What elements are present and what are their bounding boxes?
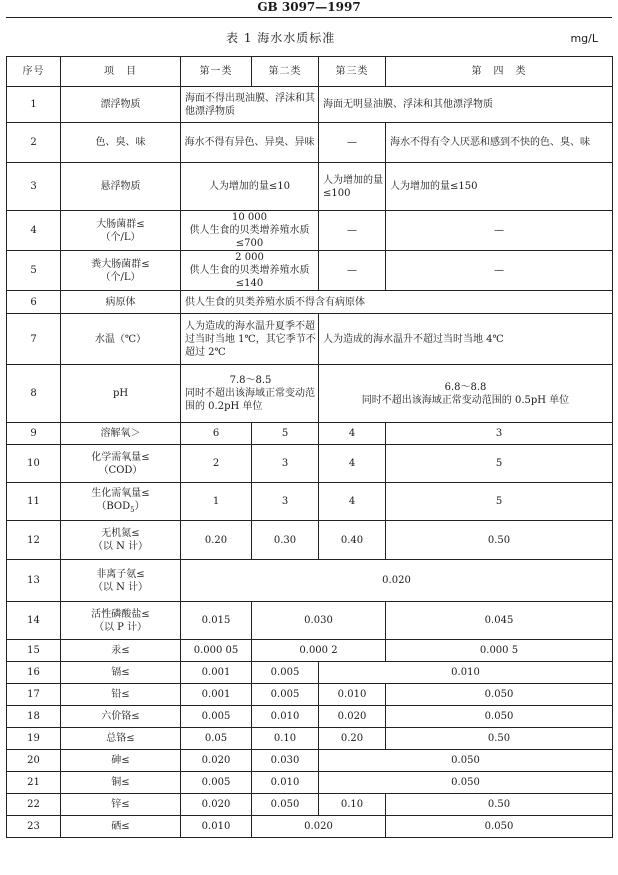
table-row: [7, 314, 613, 365]
row-item: [61, 560, 181, 602]
row-cell: 0.001: [181, 684, 252, 706]
row-cell: 海面无明显油膜、浮沫和其他漂浮物质: [319, 87, 613, 123]
item-line: 无机氮≤: [101, 528, 140, 539]
table-row: [7, 640, 613, 662]
row-cell: 0.50: [386, 521, 613, 560]
row-item: [61, 521, 181, 560]
row-cell: 0.10: [319, 794, 386, 816]
row-cell: 3: [252, 445, 319, 483]
row-seq: 18: [7, 706, 61, 728]
item-line: 活性磷酸盐≤: [91, 608, 150, 620]
row-seq: 4: [7, 211, 61, 251]
row-cell: 4: [319, 423, 386, 445]
header-class2: 第二类: [252, 57, 319, 87]
row-item: [61, 602, 181, 640]
row-seq: 8: [7, 365, 61, 423]
row-cell: 海面不得出现油膜、浮沫和其他漂浮物质: [181, 87, 319, 123]
table-row: [7, 816, 613, 838]
row-cell: [181, 365, 319, 423]
row-cell: 0.020: [319, 706, 386, 728]
cell-line: 同时不超出该海域正常变动范围的 0.2pH 单位: [185, 388, 315, 412]
row-cell: 4: [319, 445, 386, 483]
item-line: （以 N 计）: [92, 581, 149, 593]
row-cell: 0.030: [252, 750, 319, 772]
table-row: [7, 87, 613, 123]
water-quality-table: [6, 56, 613, 838]
cell-line: 2 000: [235, 252, 264, 263]
header-item: 项 目: [61, 57, 181, 87]
item-line: 化学需氧量≤: [91, 451, 150, 463]
row-cell: 海水不得有异色、异臭、异味: [181, 123, 319, 163]
row-item: 水温（℃）: [61, 314, 181, 365]
row-cell: 4: [319, 483, 386, 521]
table-row: [7, 794, 613, 816]
item-line: 非离子氨≤: [96, 568, 145, 580]
cell-line: 供人生食的贝类增养殖水质≤700: [189, 225, 310, 249]
row-cell: 0.050: [252, 794, 319, 816]
row-cell: 0.050: [386, 684, 613, 706]
row-cell: 6: [181, 423, 252, 445]
table-row: [7, 602, 613, 640]
row-cell: 5: [386, 483, 613, 521]
row-cell: 1: [181, 483, 252, 521]
row-item: 汞≤: [61, 640, 181, 662]
header-class1: 第一类: [181, 57, 252, 87]
row-cell: 0.030: [252, 602, 386, 640]
row-item: 硒≤: [61, 816, 181, 838]
item-line: （以 P 计）: [93, 621, 148, 633]
cell-line: 7.8～8.5: [229, 375, 272, 386]
row-item: 砷≤: [61, 750, 181, 772]
table-row: [7, 423, 613, 445]
document-code: GB 3097—1997: [257, 0, 361, 14]
header-class4: 第 四 类: [386, 57, 613, 87]
row-seq: 15: [7, 640, 61, 662]
row-cell: —: [386, 251, 613, 291]
row-seq: 5: [7, 251, 61, 291]
row-item: 病原体: [61, 291, 181, 314]
row-cell: 0.10: [252, 728, 319, 750]
table-row: [7, 445, 613, 483]
row-cell: —: [386, 211, 613, 251]
row-cell: 0.20: [181, 521, 252, 560]
row-cell: 0.50: [386, 728, 613, 750]
row-cell: 0.050: [386, 706, 613, 728]
row-seq: 12: [7, 521, 61, 560]
row-cell: 0.020: [181, 750, 252, 772]
row-cell: 0.010: [252, 706, 319, 728]
table-row: [7, 728, 613, 750]
row-cell: 0.005: [252, 662, 319, 684]
row-cell: 0.020: [181, 794, 252, 816]
row-cell: 0.40: [319, 521, 386, 560]
row-seq: 1: [7, 87, 61, 123]
row-cell: 0.000 05: [181, 640, 252, 662]
row-cell: 0.010: [319, 684, 386, 706]
row-cell: 0.045: [386, 602, 613, 640]
row-cell: 5: [252, 423, 319, 445]
item-line: 粪大肠菌群≤: [91, 258, 150, 270]
table-row: [7, 211, 613, 251]
row-seq: 9: [7, 423, 61, 445]
row-cell: 0.010: [319, 662, 613, 684]
header-class3: 第三类: [319, 57, 386, 87]
row-item: 悬浮物质: [61, 163, 181, 211]
row-item: 锌≤: [61, 794, 181, 816]
row-cell: 5: [386, 445, 613, 483]
row-item: pH: [61, 365, 181, 423]
table-row: [7, 365, 613, 423]
row-cell: 3: [386, 423, 613, 445]
subscript: 5: [130, 505, 135, 514]
row-item: 铅≤: [61, 684, 181, 706]
row-item: 六价铬≤: [61, 706, 181, 728]
table-row: [7, 483, 613, 521]
row-item: [61, 251, 181, 291]
row-seq: 13: [7, 560, 61, 602]
row-cell: 人为增加的量≤100: [319, 163, 386, 211]
cell-line: 供人生食的贝类增养殖水质≤140: [189, 265, 310, 289]
row-item: 色、臭、味: [61, 123, 181, 163]
row-cell: —: [319, 251, 386, 291]
row-cell: 0.005: [181, 706, 252, 728]
row-item: 溶解氧＞: [61, 423, 181, 445]
table-row: [7, 123, 613, 163]
table-row: [7, 662, 613, 684]
table-row: [7, 772, 613, 794]
row-seq: 19: [7, 728, 61, 750]
row-item: 铜≤: [61, 772, 181, 794]
item-line: （COD）: [98, 464, 143, 476]
row-cell: 0.050: [386, 816, 613, 838]
row-item: [61, 211, 181, 251]
row-seq: 3: [7, 163, 61, 211]
row-cell: 0.005: [252, 684, 319, 706]
unit-label: mg/L: [570, 32, 598, 45]
table-row: [7, 750, 613, 772]
row-seq: 2: [7, 123, 61, 163]
row-seq: 21: [7, 772, 61, 794]
row-cell: [319, 365, 613, 423]
cell-line: 同时不超出该海域正常变动范围的 0.5pH 单位: [361, 394, 570, 406]
table-row: [7, 560, 613, 602]
row-seq: 11: [7, 483, 61, 521]
item-line: （个/L）: [100, 271, 141, 283]
item-line-part: （BOD: [96, 500, 131, 512]
row-seq: 17: [7, 684, 61, 706]
row-cell: 0.050: [319, 772, 613, 794]
row-seq: 16: [7, 662, 61, 684]
row-item: [61, 483, 181, 521]
row-seq: 23: [7, 816, 61, 838]
header-seq: 序号: [7, 57, 61, 87]
table-title: 表 1 海水水质标准: [226, 31, 336, 45]
row-cell: 人为造成的海水温升不超过当时当地 4℃: [319, 314, 613, 365]
row-seq: 7: [7, 314, 61, 365]
item-line: （以 N 计）: [92, 541, 149, 552]
row-item: 漂浮物质: [61, 87, 181, 123]
row-item: 镉≤: [61, 662, 181, 684]
header-row: [7, 57, 613, 87]
row-seq: 10: [7, 445, 61, 483]
row-cell: [181, 251, 319, 291]
row-cell: 0.20: [319, 728, 386, 750]
row-cell: —: [319, 123, 386, 163]
row-seq: 20: [7, 750, 61, 772]
row-cell: 0.020: [252, 816, 386, 838]
row-seq: 6: [7, 291, 61, 314]
row-cell: [181, 211, 319, 251]
item-line: 大肠菌群≤: [96, 218, 145, 230]
row-cell: 0.000 5: [386, 640, 613, 662]
header-rule: [6, 17, 612, 18]
cell-line: 6.8～8.8: [444, 381, 487, 393]
row-cell: 0.50: [386, 794, 613, 816]
row-cell: 0.050: [319, 750, 613, 772]
row-cell: 人为增加的量≤150: [386, 163, 613, 211]
row-cell: 0.005: [181, 772, 252, 794]
row-item: 总铬≤: [61, 728, 181, 750]
row-cell: 0.000 2: [252, 640, 386, 662]
row-cell: 0.001: [181, 662, 252, 684]
row-cell: 海水不得有令人厌恶和感到不快的色、臭、味: [386, 123, 613, 163]
row-cell: 0.010: [252, 772, 319, 794]
row-cell: 人为增加的量≤10: [181, 163, 319, 211]
row-cell: 0.30: [252, 521, 319, 560]
table-row: [7, 706, 613, 728]
row-seq: 14: [7, 602, 61, 640]
row-cell: —: [319, 211, 386, 251]
item-line-part: ）: [134, 500, 145, 512]
row-cell: 0.010: [181, 816, 252, 838]
row-cell: 0.015: [181, 602, 252, 640]
row-cell: 0.020: [181, 560, 613, 602]
row-cell: 人为造成的海水温升夏季不超过当时当地 1℃，其它季节不超过 2℃: [181, 314, 319, 365]
row-cell: 供人生食的贝类养殖水质不得含有病原体: [181, 291, 613, 314]
table-row: [7, 521, 613, 560]
table-row: [7, 291, 613, 314]
table-row: [7, 251, 613, 291]
cell-line: 10 000: [232, 212, 267, 223]
table-row: [7, 684, 613, 706]
row-item: [61, 445, 181, 483]
row-cell: 0.05: [181, 728, 252, 750]
row-seq: 22: [7, 794, 61, 816]
table-row: [7, 163, 613, 211]
row-cell: 2: [181, 445, 252, 483]
row-cell: 3: [252, 483, 319, 521]
item-line: 生化需氧量≤: [91, 487, 150, 499]
item-line: [63, 500, 178, 517]
item-line: （个/L）: [100, 231, 141, 243]
